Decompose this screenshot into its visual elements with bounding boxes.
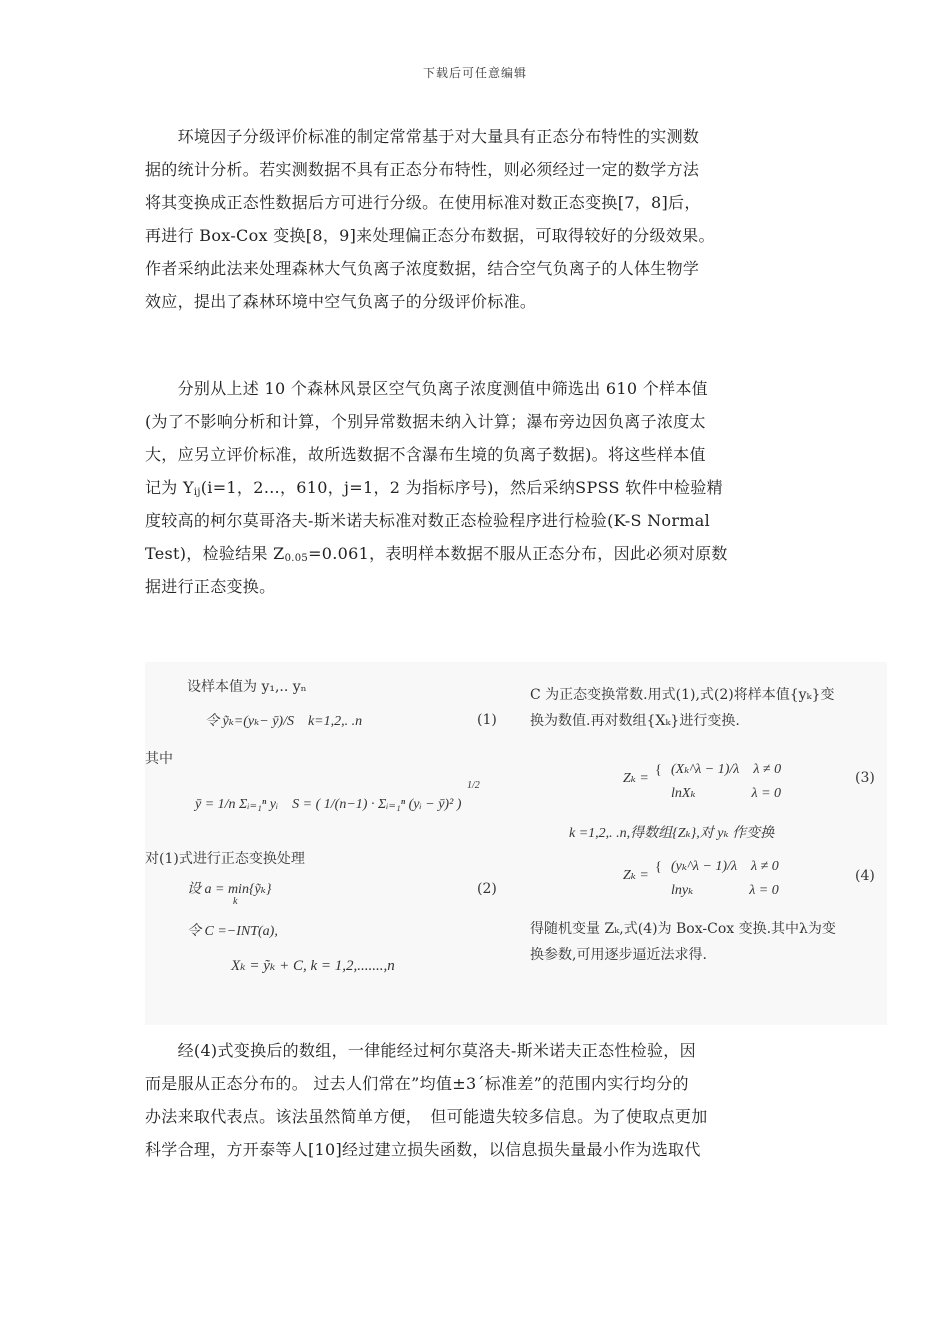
z-label-eq3: Zₖ = (623, 771, 649, 786)
text-line: 大，应另立评价标准，故所选数据不含瀑布生境的负离子数据)。将这些样本值 (145, 445, 706, 464)
text-line: 据进行正态变换。 (145, 577, 276, 596)
text-line: 分别从上述 10 个森林风景区空气负离子浓度测值中筛选出 610 个样本值 (145, 379, 708, 398)
equation-number-2: (2) (477, 881, 497, 897)
min-subscript: k (233, 896, 238, 907)
constant-c-formula: 令 C =−INT(a), (187, 924, 278, 939)
c-description-line-1: C 为正态变换常数.用式(1),式(2)将样本值{yₖ}变 (530, 687, 835, 703)
page-header: 下载后可任意编辑 (422, 66, 527, 80)
paragraph-2 (145, 372, 810, 603)
subscript: ij (193, 487, 201, 498)
text-line (145, 537, 810, 570)
text-line: (为了不影响分析和计算，个别异常数据未纳入计算；瀑布旁边因负离子浓度太 (145, 412, 706, 431)
set-sample-text: 设样本值为 y₁,.. yₙ (187, 679, 307, 695)
text-fragment: Test)，检验结果 Z (145, 544, 285, 563)
mean-std-formula: ȳ = 1/n Σᵢ₌₁ⁿ yᵢ S = ( 1/(n−1) · Σᵢ₌₁ⁿ (yᵢ − ȳ)² ) (195, 797, 462, 812)
text-line: 科学合理，方开泰等人[10]经过建立损失函数，以信息损失量最小作为选取代 (145, 1140, 701, 1159)
exponent-half: 1/2 (467, 780, 480, 791)
paragraph-1 (145, 120, 810, 318)
eq4-row-1: (yₖ^λ − 1)/λ λ ≠ 0 (671, 859, 779, 874)
formula-1: 令 ỹₖ=(yₖ− ȳ)/S k=1,2,. .n (205, 714, 363, 729)
text-line: 效应，提出了森林环境中空气负离子的分级评价标准。 (145, 292, 537, 311)
eq3-row-1: (Xₖ^λ − 1)/λ λ ≠ 0 (671, 762, 782, 777)
random-variable-line-1: 得随机变量 Zₖ,式(4)为 Box-Cox 变换.其中λ为变 (530, 921, 836, 937)
c-description-line-2: 换为数值.再对数组{Xₖ}进行变换. (530, 713, 740, 729)
brace-eq3: { (655, 763, 662, 778)
text-line: 度较高的柯尔莫哥洛夫-斯米诺夫标准对数正态检验程序进行检验(K-S Normal (145, 511, 711, 530)
formula-2: 设 a = min{ỹₖ} (187, 882, 272, 897)
k-line: k =1,2,. .n,得数组{Zₖ},对 yₖ 作变换 (569, 826, 775, 841)
text-fragment: 记为 Y (145, 478, 194, 497)
brace-eq4: { (655, 860, 662, 875)
formula-figure (145, 662, 887, 1025)
text-line: 经(4)式变换后的数组，一律能经过柯尔莫洛夫-斯米诺夫正态性检验，因 (145, 1041, 696, 1060)
text-line: 而是服从正态分布的。 过去人们常在”均值±3´标准差”的范围内实行均分的 (145, 1074, 689, 1093)
qizhong-label: 其中 (145, 751, 173, 767)
text-line: 据的统计分析。若实测数据不具有正态分布特性，则必须经过一定的数学方法 (145, 160, 700, 179)
equation-number-3: (3) (855, 770, 875, 786)
text-fragment: (i=1，2…，610，j=1，2 为指标序号)，然后采纳SPSS 软件中检验精 (200, 478, 723, 497)
text-line (145, 471, 810, 504)
text-line: 再进行 Box-Cox 变换[8，9]来处理偏正态分布数据，可取得较好的分级效果。 (145, 226, 715, 245)
subscript: 0.05 (284, 553, 309, 564)
xk-formula: Xₖ = ỹₖ + C, k = 1,2,.......,n (231, 958, 395, 974)
eq3-row-2: lnXₖ λ = 0 (671, 786, 782, 801)
eq4-row-2: lnyₖ λ = 0 (671, 883, 779, 898)
random-variable-line-2: 换参数,可用逐步逼近法求得. (530, 947, 707, 963)
text-line: 环境因子分级评价标准的制定常常基于对大量具有正态分布特性的实测数 (145, 127, 700, 146)
z-label-eq4: Zₖ = (623, 868, 649, 883)
text-fragment: =0.061，表明样本数据不服从正态分布，因此必须对原数 (308, 544, 728, 563)
transform-process-label: 对(1)式进行正态变换处理 (145, 851, 305, 867)
paragraph-3 (145, 1034, 810, 1166)
equation-number-1: (1) (477, 712, 497, 728)
text-line: 作者采纳此法来处理森林大气负离子浓度数据，结合空气负离子的人体生物学 (145, 259, 700, 278)
equation-number-4: (4) (855, 868, 875, 884)
text-line: 办法来取代表点。该法虽然简单方便， 但可能遗失较多信息。为了使取点更加 (145, 1107, 708, 1126)
text-line: 将其变换成正态性数据后方可进行分级。在使用标准对数正态变换[7，8]后， (145, 193, 701, 212)
